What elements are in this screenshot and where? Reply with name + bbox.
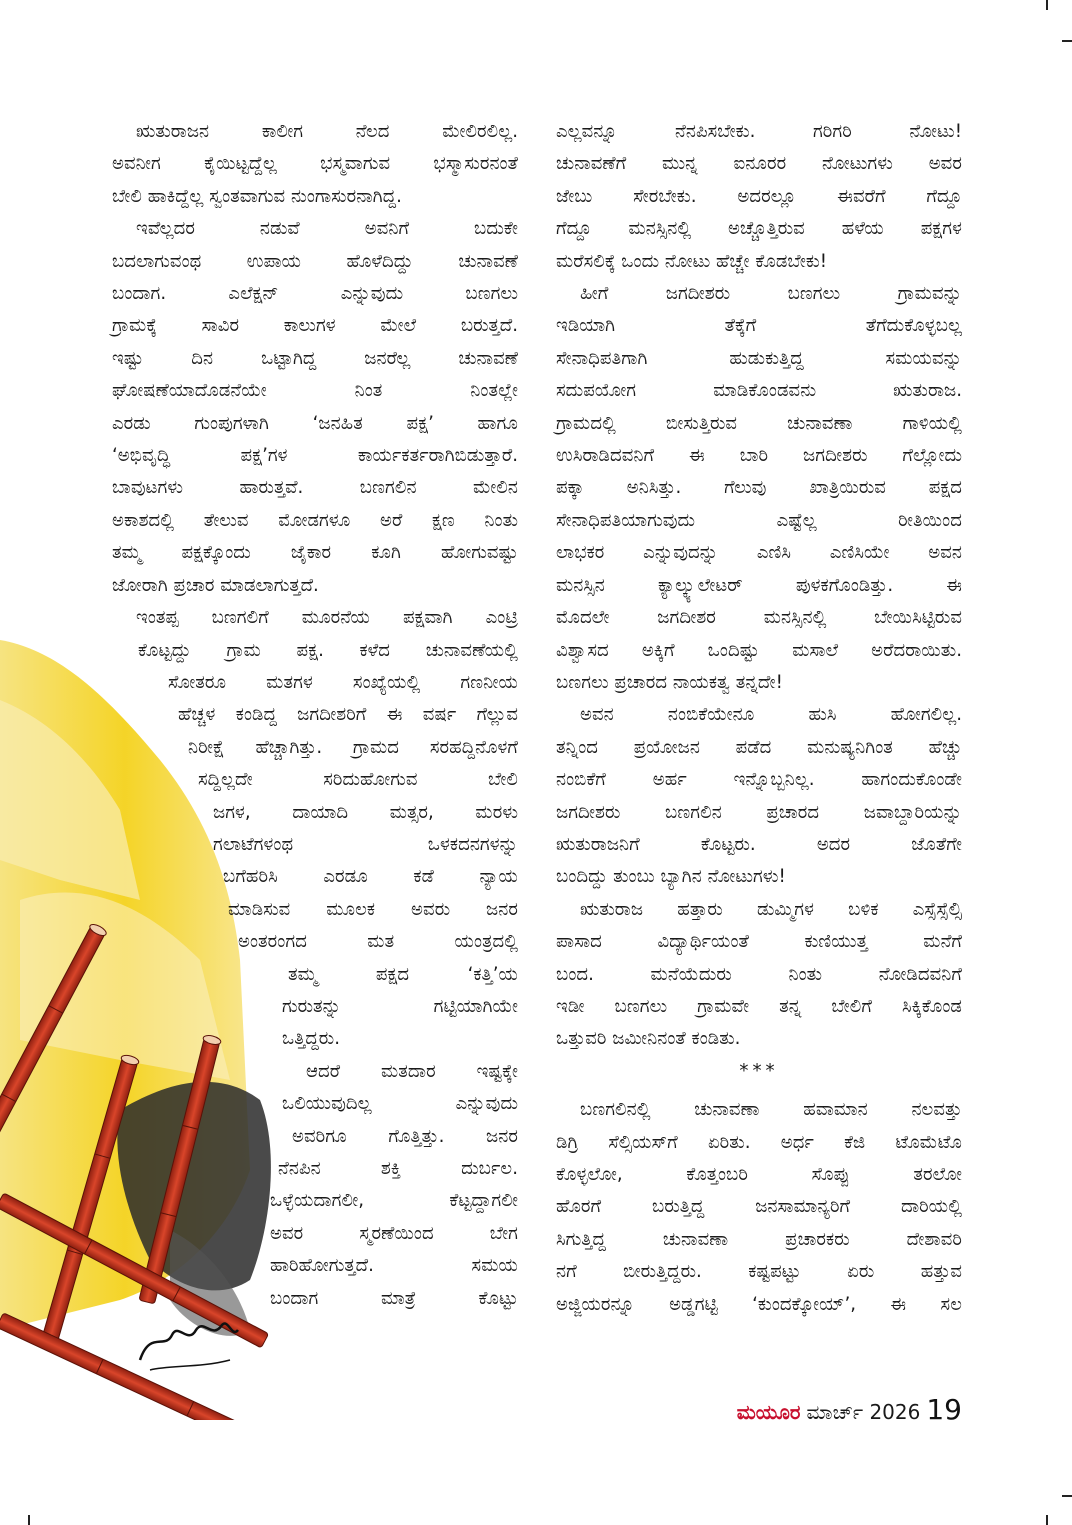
text-line: ಗೆದ್ದೂ ಮನಸ್ಸಿನಲ್ಲಿ ಅಚ್ಚೊತ್ತಿರುವ ಹಳೆಯ ಪಕ್ಷಗಳ — [556, 218, 962, 240]
text-line: ಒಲಿಯುವುದಿಲ್ಲ ಎನ್ನುವುದು — [282, 1093, 518, 1115]
text-line: ತಮ್ಮ ಪಕ್ಷಕ್ಕೊಂದು ಜೈಕಾರ ಕೂಗಿ ಹೋಗುವಷ್ಟು — [112, 542, 518, 564]
text-line: ಗಲಾಟೆಗಳಂಥ ಒಳಕದನಗಳನ್ನು — [213, 833, 518, 855]
text-line: ಮರೆಸಲಿಕ್ಕೆ ಒಂದು ನೋಟು ಹೆಚ್ಚೇ ಕೊಡಬೇಕು! — [556, 250, 828, 272]
text-line: ಸೋತರೂ ಮತಗಳ ಸಂಖ್ಯೆಯಲ್ಲಿ ಗಣನೀಯ — [168, 671, 518, 693]
text-line: ಜೇಬು ಸೇರಬೇಕು. ಅದರಲ್ಲೂ ಈವರೆಗೆ ಗೆದ್ದೂ — [556, 185, 962, 207]
text-line: ಅವನ ನಂಬಿಕೆಯೇನೂ ಹುಸಿ ಹೋಗಲಿಲ್ಲ. — [580, 704, 962, 726]
text-line: ಅವರ ಸ್ಮರಣೆಯಿಂದ ಬೇಗ — [270, 1222, 518, 1244]
text-line: ಸೇನಾಧಿಪತಿಯಾಗುವುದು ಎಷ್ಟೆಲ್ಲ ರೀತಿಯಿಂದ — [556, 509, 962, 531]
left-column — [112, 116, 518, 1315]
text-line: ಲಾಭಕರ ಎನ್ನುವುದನ್ನು ಎಣಿಸಿ ಎಣಿಸಿಯೇ ಅವನ — [556, 542, 962, 564]
text-line: ಗ್ರಾಮದಲ್ಲಿ ಬೀಸುತ್ತಿರುವ ಚುನಾವಣಾ ಗಾಳಿಯಲ್ಲಿ — [556, 412, 962, 434]
text-line: *** — [739, 1060, 779, 1082]
text-line: ಚುನಾವಣೆಗೆ ಮುನ್ನ ಐನೂರರ ನೋಟುಗಳು ಅವರ — [556, 153, 962, 175]
text-line: ಹೆಚ್ಚಳ ಕಂಡಿದ್ದ ಜಗದೀಶರಿಗೆ ಈ ವರ್ಷ ಗೆಲ್ಲುವ — [178, 704, 518, 726]
text-line: ಬಣಗಲಿನಲ್ಲಿ ಚುನಾವಣಾ ಹವಾಮಾನ ನಲವತ್ತು — [580, 1099, 962, 1121]
text-line: ಪಾಸಾದ ವಿದ್ಯಾರ್ಥಿಯಂತೆ ಕುಣಿಯುತ್ತ ಮನೆಗೆ — [556, 931, 962, 953]
text-line: ಒತ್ತುವರಿ ಜಮೀನಿನಂತೆ ಕಂಡಿತು. — [556, 1028, 741, 1050]
text-line: ಇಂತಪ್ಪ ಬಣಗಲಿಗೆ ಮೂರನೆಯ ಪಕ್ಷವಾಗಿ ಎಂಟ್ರಿ — [136, 607, 518, 629]
text-line: ನಗೆ ಬೀರುತ್ತಿದ್ದರು. ಕಷ್ಟಪಟ್ಟು ಏರು ಹತ್ತುವ — [556, 1261, 962, 1283]
magazine-brand: ಮಯೂರ — [736, 1400, 801, 1424]
text-line: ಉಸಿರಾಡಿದವನಿಗೆ ಈ ಬಾರಿ ಜಗದೀಶರು ಗೆಲ್ಲೋದು — [556, 445, 962, 467]
page-footer — [737, 1393, 962, 1426]
text-line: ಕೊಟ್ಟದ್ದು ಗ್ರಾಮ ಪಕ್ಷ. ಕಳೆದ ಚುನಾವಣೆಯಲ್ಲಿ — [138, 639, 518, 661]
text-line: ಎರಡು ಗುಂಪುಗಳಾಗಿ ‘ಜನಹಿತ ಪಕ್ಷ’ ಹಾಗೂ — [112, 412, 518, 434]
text-line: ಅಂತರಂಗದ ಮತ ಯಂತ್ರದಲ್ಲಿ — [238, 931, 518, 953]
text-line: ಒತ್ತಿದ್ದರು. — [282, 1028, 340, 1050]
text-line: ಡಿಗ್ರಿ ಸೆಲ್ಸಿಯಸ್‌ಗೆ ಏರಿತು. ಅರ್ಧ ಕೆಜಿ ಟೊಮೆಟೊ — [556, 1131, 962, 1153]
text-line: ಬದಲಾಗುವಂಥ ಉಪಾಯ ಹೊಳೆದಿದ್ದು ಚುನಾವಣೆ — [112, 250, 518, 272]
text-line: ಆದರೆ ಮತದಾರ ಇಷ್ಟಕ್ಕೇ — [306, 1060, 518, 1082]
text-line: ಅಜ್ಜಿಯರನ್ನೂ ಅಡ್ಡಗಟ್ಟಿ ‘ಕುಂದಕ್ಕೋಯ್’, ಈ ಸಲ — [556, 1293, 962, 1315]
text-line: ಜಗಳ, ದಾಯಾದಿ ಮತ್ಸರ, ಮರಳು — [213, 801, 518, 823]
text-line: ಸಿಗುತ್ತಿದ್ದ ಚುನಾವಣಾ ಪ್ರಚಾರಕರು ದೇಶಾವರಿ — [556, 1228, 962, 1250]
right-column — [556, 116, 962, 1321]
text-line: ಗ್ರಾಮಕ್ಕೆ ಸಾವಿರ ಕಾಲುಗಳ ಮೇಲೆ ಬರುತ್ತದೆ. — [112, 315, 518, 337]
text-line: ಬಣಗಲು ಪ್ರಚಾರದ ನಾಯಕತ್ವ ತನ್ನದೇ! — [556, 671, 783, 693]
text-line: ಹಾರಿಹೋಗುತ್ತದೆ. ಸಮಯ — [270, 1255, 518, 1277]
text-line: ಬಗೆಹರಿಸಿ ಎರಡೂ ಕಡೆ ನ್ಯಾಯ — [223, 866, 518, 888]
text-line: ಜೋರಾಗಿ ಪ್ರಚಾರ ಮಾಡಲಾಗುತ್ತದೆ. — [112, 574, 319, 596]
text-line: ಋತುರಾಜ ಹತ್ತಾರು ಡುಮ್ಮಿಗಳ ಬಳಿಕ ಎಸ್ಸೆಸ್ಸೆಲ್ಸಿ — [580, 898, 962, 920]
text-line: ಒಳ್ಳೆಯದಾಗಲೀ, ಕೆಟ್ಟದ್ದಾಗಲೀ — [270, 1190, 518, 1212]
text-line: ತನ್ನಿಂದ ಪ್ರಯೋಜನ ಪಡೆದ ಮನುಷ್ಯನಿಗಿಂತ ಹೆಚ್ಚು — [556, 736, 962, 758]
text-line: ಪಕ್ಕಾ ಅನಿಸಿತ್ತು. ಗೆಲುವು ಖಾತ್ರಿಯಿರುವ ಪಕ್ಷದ — [556, 477, 962, 499]
text-line: ವಿಶ್ವಾಸದ ಅಕ್ಕಿಗೆ ಒಂದಿಷ್ಟು ಮಸಾಲೆ ಅರೆದರಾಯಿತು. — [556, 639, 962, 661]
text-line: ‘ಅಭಿವೃದ್ಧಿ ಪಕ್ಷ’ಗಳ ಕಾರ್ಯಕರ್ತರಾಗಿಬಿಡುತ್ತಾರೆ. — [112, 445, 518, 467]
crop-mark — [1062, 40, 1072, 42]
text-line: ಹೀಗೆ ಜಗದೀಶರು ಬಣಗಲು ಗ್ರಾಮವನ್ನು — [580, 283, 962, 305]
crop-mark — [28, 1515, 30, 1525]
text-line: ಎಲ್ಲವನ್ನೂ ನೆನಪಿಸಬೇಕು. ಗರಿಗರಿ ನೋಟು! — [556, 121, 962, 142]
text-line: ನಂಬಿಕೆಗೆ ಅರ್ಹ ಇನ್ನೊಬ್ಬನಿಲ್ಲ. ಹಾಗಂದುಕೊಂಡೇ — [556, 769, 962, 791]
text-line: ಇಡೀ ಬಣಗಲು ಗ್ರಾಮವೇ ತನ್ನ ಬೇಲಿಗೆ ಸಿಕ್ಕಿಕೊಂಡ — [556, 995, 962, 1017]
text-line: ನೆನಪಿನ ಶಕ್ತಿ ದುರ್ಬಲ. — [278, 1158, 518, 1179]
text-line: ಸೇನಾಧಿಪತಿಗಾಗಿ ಹುಡುಕುತ್ತಿದ್ದ ಸಮಯವನ್ನು — [556, 347, 962, 369]
text-line: ಸದುಪಯೋಗ ಮಾಡಿಕೊಂಡವನು ಋತುರಾಜ. — [556, 380, 962, 402]
text-line: ಬಂದ. ಮನೆಯೆದುರು ನಿಂತು ನೋಡಿದವನಿಗೆ — [556, 963, 962, 985]
text-line: ಗುರುತನ್ನು ಗಟ್ಟಿಯಾಗಿಯೇ — [282, 995, 518, 1017]
text-line: ಕೊಳ್ಳಲೋ, ಕೊತ್ತಂಬರಿ ಸೊಪ್ಪು ತರಲೋ — [556, 1164, 962, 1185]
text-line: ಮಾಡಿಸುವ ಮೂಲಕ ಅವರು ಜನರ — [228, 898, 518, 920]
text-line: ಮನಸ್ಸಿನ ಕ್ಯಾಲ್ಕ್ಯುಲೇಟರ್ ಪುಳಕಗೊಂಡಿತ್ತು. ಈ — [556, 574, 962, 596]
text-line: ಸದ್ದಿಲ್ಲದೇ ಸರಿದುಹೋಗುವ ಬೇಲಿ — [198, 769, 518, 791]
text-line: ಅವರಿಗೂ ಗೊತ್ತಿತ್ತು. ಜನರ — [292, 1125, 518, 1147]
crop-mark — [1046, 1515, 1048, 1525]
text-line: ಇಷ್ಟು ದಿನ ಒಟ್ಟಾಗಿದ್ದ ಜನರೆಲ್ಲ ಚುನಾವಣೆ — [112, 347, 518, 369]
text-line: ಋತುರಾಜನ ಕಾಲೀಗ ನೆಲದ ಮೇಲಿರಲಿಲ್ಲ. — [136, 121, 518, 142]
crop-mark — [1062, 1495, 1072, 1497]
text-line: ಇಡಿಯಾಗಿ ತೆಕ್ಕೆಗೆ ತೆಗೆದುಕೊಳ್ಳಬಲ್ಲ — [556, 315, 962, 337]
text-line: ಋತುರಾಜನಿಗೆ ಕೊಟ್ಟರು. ಅದರ ಜೊತೆಗೇ — [556, 833, 962, 855]
text-line: ಬಂದಾಗ. ಎಲೆಕ್ಷನ್ ಎನ್ನುವುದು ಬಣಗಲು — [112, 283, 518, 305]
text-line: ಬೇಲಿ ಹಾಕಿದ್ದೆಲ್ಲ ಸ್ವಂತವಾಗುವ ನುಂಗಾಸುರನಾಗಿದ್ದ. — [112, 185, 402, 207]
text-line: ಅಕಾಶದಲ್ಲಿ ತೇಲುವ ಮೋಡಗಳೂ ಅರೆ ಕ್ಷಣ ನಿಂತು — [112, 509, 518, 531]
issue-date: ಮಾರ್ಚ್ 2026 — [806, 1400, 921, 1424]
text-line: ನಿರೀಕ್ಷೆ ಹೆಚ್ಚಾಗಿತ್ತು. ಗ್ರಾಮದ ಸರಹದ್ದಿನೊಳಗೆ — [188, 736, 518, 758]
text-line: ಬಂದಿದ್ದು ತುಂಬು ಬ್ಯಾಗಿನ ನೋಟುಗಳು! — [556, 866, 786, 888]
text-line: ಅವನೀಗ ಕೈಯಿಟ್ಟದ್ದೆಲ್ಲ ಭಸ್ಮವಾಗುವ ಭಸ್ಮಾಸುರನಂತೆ — [112, 153, 518, 175]
text-line: ಹೊರಗೆ ಬರುತ್ತಿದ್ದ ಜನಸಾಮಾನ್ಯರಿಗೆ ದಾರಿಯಲ್ಲಿ — [556, 1196, 962, 1218]
text-line: ಬಾವುಟಗಳು ಹಾರುತ್ತವೆ. ಬಣಗಲಿನ ಮೇಲಿನ — [112, 477, 518, 499]
text-line: ಜಗದೀಶರು ಬಣಗಲಿನ ಪ್ರಚಾರದ ಜವಾಬ್ದಾರಿಯನ್ನು — [556, 801, 962, 823]
text-line: ಮೊದಲೇ ಜಗದೀಶರ ಮನಸ್ಸಿನಲ್ಲಿ ಬೇಯಿಸಿಟ್ಟಿರುವ — [556, 607, 962, 629]
text-line: ಘೋಷಣೆಯಾದೊಡನೆಯೇ ನಿಂತ ನಿಂತಲ್ಲೇ — [112, 380, 518, 402]
text-line: ಬಂದಾಗ ಮಾತ್ರೆ ಕೊಟ್ಟು — [270, 1287, 518, 1309]
text-line: ಇವೆಲ್ಲದರ ನಡುವೆ ಅವನಿಗೆ ಬದುಕೇ — [136, 218, 518, 240]
page-number: 19 — [926, 1393, 962, 1426]
text-line: ತಮ್ಮ ಪಕ್ಷದ ‘ಕತ್ತಿ’ಯ — [288, 963, 518, 985]
crop-mark — [1046, 0, 1048, 10]
